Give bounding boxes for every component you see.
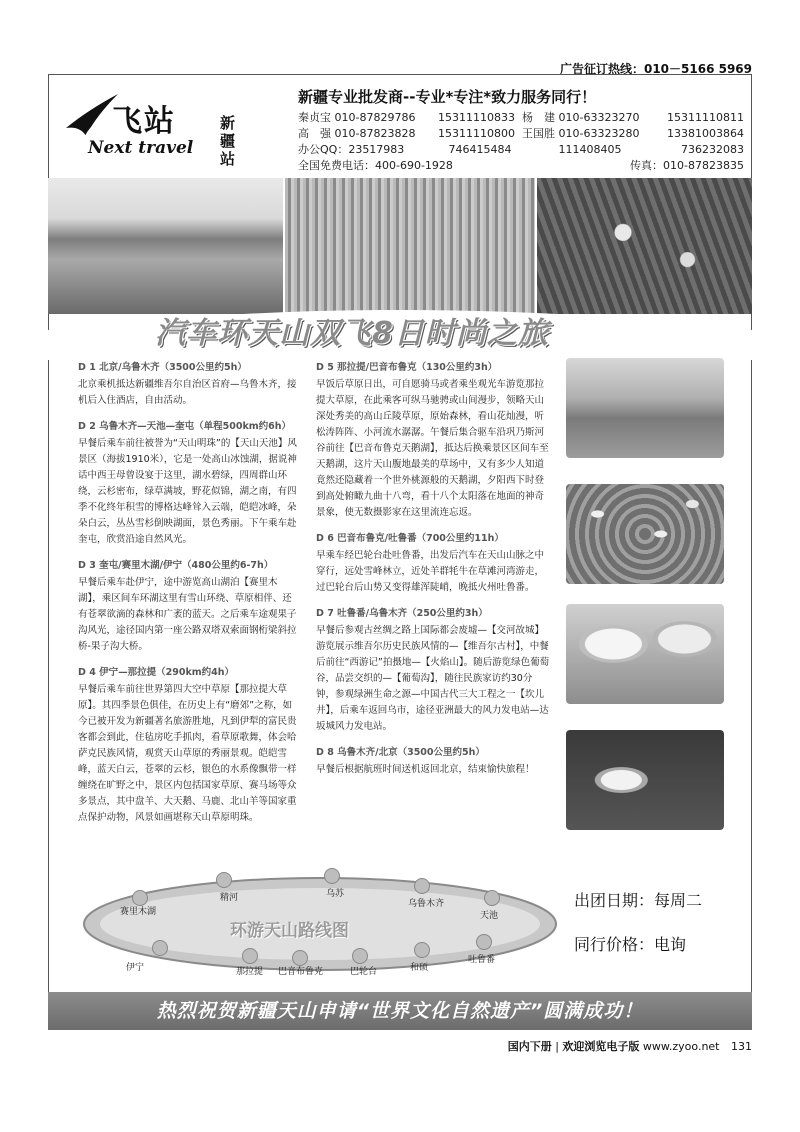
day-description: 早餐后参观古丝绸之路上国际都会废墟—【交河故城】游览展示维吾尔历史民族风情的—【维吾尔古村】，中餐后前往“西游记”拍摄地—【火焰山】。随后游览绿色葡萄谷，品尝交织的—【葡萄沟】，随往民族家访约30分钟，参观绿洲生命之源—中国古代三大工程之一【坎儿井】，后乘车返回乌市，途径亚洲最大的风力发电站—达坂城风力发电站。 [316, 625, 550, 732]
route-stop-label: 精河 [220, 893, 239, 903]
celebration-banner: 热烈祝贺新疆天山申请“世界文化自然遗产”圆满成功！ [48, 992, 752, 1030]
slogan: 新疆专业批发商--专业*专注*致力服务同行！ [298, 88, 597, 106]
itinerary-day [78, 558, 300, 655]
jade-carving-photo [566, 730, 724, 830]
contact-name-phone: 高 强 010-87823828 [298, 127, 416, 140]
route-stop-label: 天池 [480, 911, 499, 921]
tour-title: 汽车环天山双飞8日时尚之旅 [155, 316, 549, 351]
day-heading: D 7 吐鲁番/乌鲁木齐（250公里约3h） [316, 608, 488, 619]
lavender-photo [285, 178, 534, 314]
logo-chinese-mark: 飞站 [112, 104, 176, 139]
day-description: 早餐后乘车前往世界第四大空中草原【那拉提大草原】。其四季景色俱佳，在历史上有“磨郊”之称，如今已被开发为新疆著名旅游胜地，凡到伊犁的富民贵客都会到此，住毡房吃手抓肉，看草原歌舞，体会哈萨克民族风情，观赏天山草原的秀丽景观。皑皑雪峰，蓝天白云，苍翠的云杉，银色的水系像飘带一样缠绕在旷野之中，景区内包括国家草原、赛马场等众多景点，其中盘羊、大天鹅、马鹿、北山羊等国家重点保护动物，风景如画堪称天山草原明珠。 [78, 684, 297, 823]
page-footer [508, 1038, 752, 1054]
route-stop-label: 乌鲁木齐 [408, 899, 445, 909]
day-heading: D 2 乌鲁木齐—天池—奎屯（单程500km约6h） [78, 421, 292, 432]
departure-date: 出团日期：每周二 [574, 891, 703, 910]
route-stop-label: 伊宁 [126, 963, 145, 973]
ad-hotline: 广告征订热线：010－5166 5969 [559, 62, 752, 76]
route-map [80, 868, 560, 978]
day-description: 早乘车经巴轮台赴吐鲁番，出发后汽车在天山山脉之中穿行，远处雪峰林立，近处羊群牦牛在草滩河湾游走，过巴轮台后山势又变得雄浑陡峭，晚抵火州吐鲁番。 [316, 550, 545, 593]
contact-mobile: 15311110833 [438, 111, 515, 124]
day-description: 早餐后乘车赴伊宁，途中游览高山湖泊【赛里木湖】，乘区间车环湖这里有雪山环绕、草原相伴、还有苍翠欲滴的森林和广袤的蓝天。之后乘车途观果子沟风光，途径国内第一座公路双塔双索面钢桁梁斜拉桥-果子沟大桥。 [78, 577, 297, 652]
contact-info [298, 86, 744, 174]
route-stop-marker [242, 948, 258, 964]
route-stop-marker [152, 940, 168, 956]
page-number: 131 [731, 1040, 752, 1053]
ruins-photo [566, 358, 724, 458]
day-heading: D 6 巴音布鲁克/吐鲁番（700公里约11h） [316, 533, 504, 544]
day-description: 北京乘机抵达新疆维吾尔自治区首府—乌鲁木齐，接机后入住酒店，自由活动。 [78, 379, 297, 406]
contact-mobile: 15311110800 [438, 127, 515, 140]
route-stop-marker [484, 890, 500, 906]
route-stop-label: 和硕 [410, 963, 429, 973]
itinerary-day [316, 745, 550, 778]
itinerary-left-column [78, 360, 300, 836]
contact-name-phone: 秦贞宝 010-87829786 [298, 111, 416, 124]
route-map-title: 环游天山路线图 [230, 921, 349, 941]
day-heading: D 3 奎屯/赛里木湖/伊宁（480公里约6-7h） [78, 560, 274, 571]
route-stop-label: 那拉提 [236, 967, 264, 977]
itinerary-middle-column [316, 360, 550, 788]
contact-row [298, 110, 744, 126]
contact-mobile: 13381003864 [667, 127, 744, 140]
footer-url[interactable]: www.zyoo.net [642, 1040, 720, 1053]
route-stop-label: 乌苏 [326, 889, 345, 899]
day-heading: D 8 乌鲁木齐/北京（3500公里约5h） [316, 747, 485, 758]
contact-mobile: 15311110811 [667, 111, 744, 124]
day-heading: D 5 那拉提/巴音布鲁克（130公里约3h） [316, 362, 498, 373]
route-stop-label: 巴音布鲁克 [278, 967, 324, 977]
mountain-photo [48, 178, 283, 314]
route-stop-marker [216, 872, 232, 888]
footer-separator: | [555, 1040, 559, 1053]
itinerary-day [316, 531, 550, 596]
logo-station-label: 新疆站 [220, 114, 236, 168]
photo-strip [48, 178, 752, 314]
route-stop-marker [414, 878, 430, 894]
itinerary-day [316, 606, 550, 735]
day-description: 早饭后草原日出，可自愿骑马或者乘坐观光车游览那拉提大草原，在此乘客可纵马驰骋或山间漫步，领略天山深处秀美的高山丘陵草原，原始森林，看山花灿漫，听松涛阵阵、小河流水潺潺。午餐后集合驱车沿巩乃斯河谷前往【巴音布鲁克天鹅湖】，抵达后换乘景区区间车至天鹅湖，这片天山腹地最美的草场中，又有多少人知道竟然还隐藏着一个世外桃源般的天鹅湖，夕阳西下时登到高处俯瞰九曲十八弯，看十八个太阳落在地面的神奇景象，使无数摄影家在这里流连忘返。 [316, 379, 549, 518]
route-stop-marker [476, 934, 492, 950]
itinerary-day [316, 360, 550, 521]
tulip-photo [537, 178, 752, 314]
toll-free-phone: 全国免费电话：400-690-1928 [298, 159, 453, 172]
contact-name-phone: 杨 建 010-63323270 [522, 111, 640, 124]
qq-number: 111408405 [558, 143, 622, 156]
logo-english: Next travel [88, 138, 194, 158]
contact-row [298, 142, 744, 158]
itinerary-day [78, 419, 300, 548]
next-travel-logo [62, 88, 242, 168]
office-qq: 办公QQ：23517983 [298, 143, 405, 156]
footer-browse: 欢迎浏览电子版 [562, 1040, 640, 1053]
header [48, 76, 752, 176]
qq-number: 746415484 [448, 143, 512, 156]
day-description: 早餐后根据航班时间送机返回北京，结束愉快旅程！ [316, 764, 535, 775]
route-stop-marker [324, 868, 340, 884]
raisins-photo [566, 484, 724, 584]
trade-price: 同行价格：电询 [574, 935, 687, 954]
route-stop-marker [414, 942, 430, 958]
day-description: 早餐后乘车前往被誉为“天山明珠”的【天山天池】风景区（海拔1910米），它是一处高山冰蚀湖，据说神话中西王母曾设宴于这里，湖水碧绿，四周群山环绕，云杉密布，绿草满坡，野花似锦，湖之南，有四季不化终年积雪的博格达峰耸入云端，皑皑冰峰，朵朵白云，丛丛雪杉倒映湖面，景色秀丽。下午乘车赴奎屯，欣赏沿途自然风光。 [78, 438, 297, 545]
qq-number: 736232083 [681, 143, 744, 156]
contact-row [298, 158, 744, 174]
footer-section: 国内下册 [507, 1040, 552, 1053]
route-stop-label: 巴轮台 [350, 967, 378, 977]
hami-melon-photo [566, 604, 724, 704]
contact-name-phone: 王国胜 010-63323280 [522, 127, 640, 140]
itinerary-day [78, 360, 300, 409]
day-heading: D 1 北京/乌鲁木齐（3500公里约5h） [78, 362, 247, 373]
route-stop-label: 吐鲁番 [468, 955, 496, 965]
contact-row [298, 126, 744, 142]
fax-number: 传真：010-87823835 [630, 159, 744, 172]
itinerary-day [78, 665, 300, 826]
day-heading: D 4 伊宁—那拉提（290km约4h） [78, 667, 235, 678]
route-stop-marker [352, 948, 368, 964]
route-stop-label: 赛里木湖 [120, 907, 157, 917]
